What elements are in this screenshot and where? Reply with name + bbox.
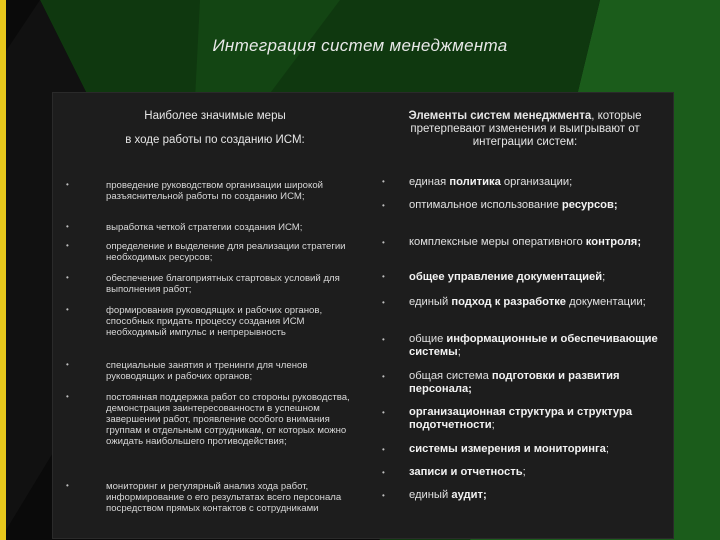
item-text: ; [602, 271, 606, 283]
left-list-item: выработка четкой стратегии создания ИСМ; [106, 222, 303, 233]
item-text: ; [522, 466, 526, 478]
item-bold-text: контроля; [585, 236, 642, 248]
item-text: ; [605, 443, 610, 455]
item-text: общие [409, 333, 447, 345]
right-list-item [409, 271, 664, 284]
right-list-item [409, 406, 664, 431]
item-text: оптимальное использование [409, 199, 562, 211]
bullet-icon: • [66, 180, 69, 189]
right-list-item [409, 443, 664, 456]
right-list-item [409, 370, 664, 395]
item-bold-text: общее управление документацией [409, 271, 603, 283]
item-bold-text: записи и отчетность [409, 466, 523, 478]
right-list-item [409, 176, 664, 189]
bullet-icon: • [66, 481, 69, 490]
accent-bar [0, 0, 6, 540]
right-list-item [409, 199, 664, 212]
right-column-heading [380, 110, 670, 149]
item-text: ; [457, 345, 461, 358]
item-text: организации; [500, 176, 573, 188]
bullet-icon: • [382, 468, 385, 477]
item-bold-text: политика [449, 176, 501, 188]
left-list-item: проведение руководством организации широкой разъяснительной работы по созданию ИСМ; [106, 180, 324, 202]
bullet-icon: • [382, 298, 385, 307]
right-list-item [409, 296, 664, 309]
left-column-subheading: в ходе работы по созданию ИСМ: [125, 134, 305, 146]
left-list-item: формирования руководящих и рабочих органов, способных придать процессу создания ИСМ необходимый импульс и непрерывность [106, 305, 323, 338]
slide-title: Интеграция систем менеджмента [212, 36, 508, 55]
bullet-icon: • [382, 201, 385, 210]
item-text: документации; [566, 296, 646, 308]
bullet-icon: • [66, 222, 69, 231]
bullet-icon: • [382, 272, 385, 281]
bullet-icon: • [66, 273, 69, 282]
bullet-icon: • [382, 177, 385, 186]
item-bold-text: системы измерения и мониторинга [409, 443, 606, 455]
right-list-item [409, 333, 664, 358]
left-list-item: обеспечение благоприятных стартовых условий для выполнения работ; [106, 273, 340, 295]
left-list-item: определение и выделение для реализации стратегии необходимых ресурсов; [106, 241, 346, 263]
item-text: единый [409, 489, 452, 501]
bullet-icon: • [66, 305, 69, 314]
item-bold-text: аудит; [451, 489, 487, 501]
left-column-heading: Наиболее значимые меры [144, 110, 286, 122]
item-bold-text: подход к разработке [451, 296, 567, 308]
right-heading-bold: Элементы систем менеджмента [408, 110, 592, 122]
item-text: ; [491, 418, 495, 431]
bullet-icon: • [382, 335, 385, 344]
right-list-item [409, 489, 664, 502]
bullet-icon: • [66, 241, 69, 250]
item-text: комплексные меры оперативного [409, 236, 586, 248]
bullet-icon: • [382, 445, 385, 454]
bullet-icon: • [382, 491, 385, 500]
bullet-icon: • [382, 408, 385, 417]
item-bold-text: организационная структура и структура подотчетности [409, 406, 633, 431]
bullet-icon: • [382, 372, 385, 381]
item-bold-text: информационные и обеспечивающие системы [409, 333, 658, 358]
left-list-item: специальные занятия и тренинги для членов руководящих и рабочих органов; [106, 360, 308, 382]
right-list-item [409, 236, 664, 249]
item-text: единая [409, 176, 450, 188]
item-text: единый [409, 296, 452, 308]
bullet-icon: • [66, 360, 69, 369]
right-list-item [409, 466, 664, 479]
item-bold-text: ресурсов; [561, 199, 618, 211]
left-list-item: мониторинг и регулярный анализ хода работ, информирование о его результатах всего персонала посредством прямых контактов с сотрудниками [106, 481, 342, 514]
right-heading-rest: , которые претерпевают изменения и выигрывают от интеграции систем: [410, 110, 642, 148]
left-list-item: постоянная поддержка работ со стороны руководства, демонстрация заинтересованности в успешном завершении работ, проявление особого внимания группам и отдельным сотрудникам, от которых можно ожидать наибольшего противодействия; [106, 392, 350, 447]
bullet-icon: • [382, 238, 385, 247]
bullet-icon: • [66, 392, 69, 401]
item-text: общая система [409, 370, 492, 382]
item-bold-text: подготовки и развития персонала; [409, 370, 620, 395]
